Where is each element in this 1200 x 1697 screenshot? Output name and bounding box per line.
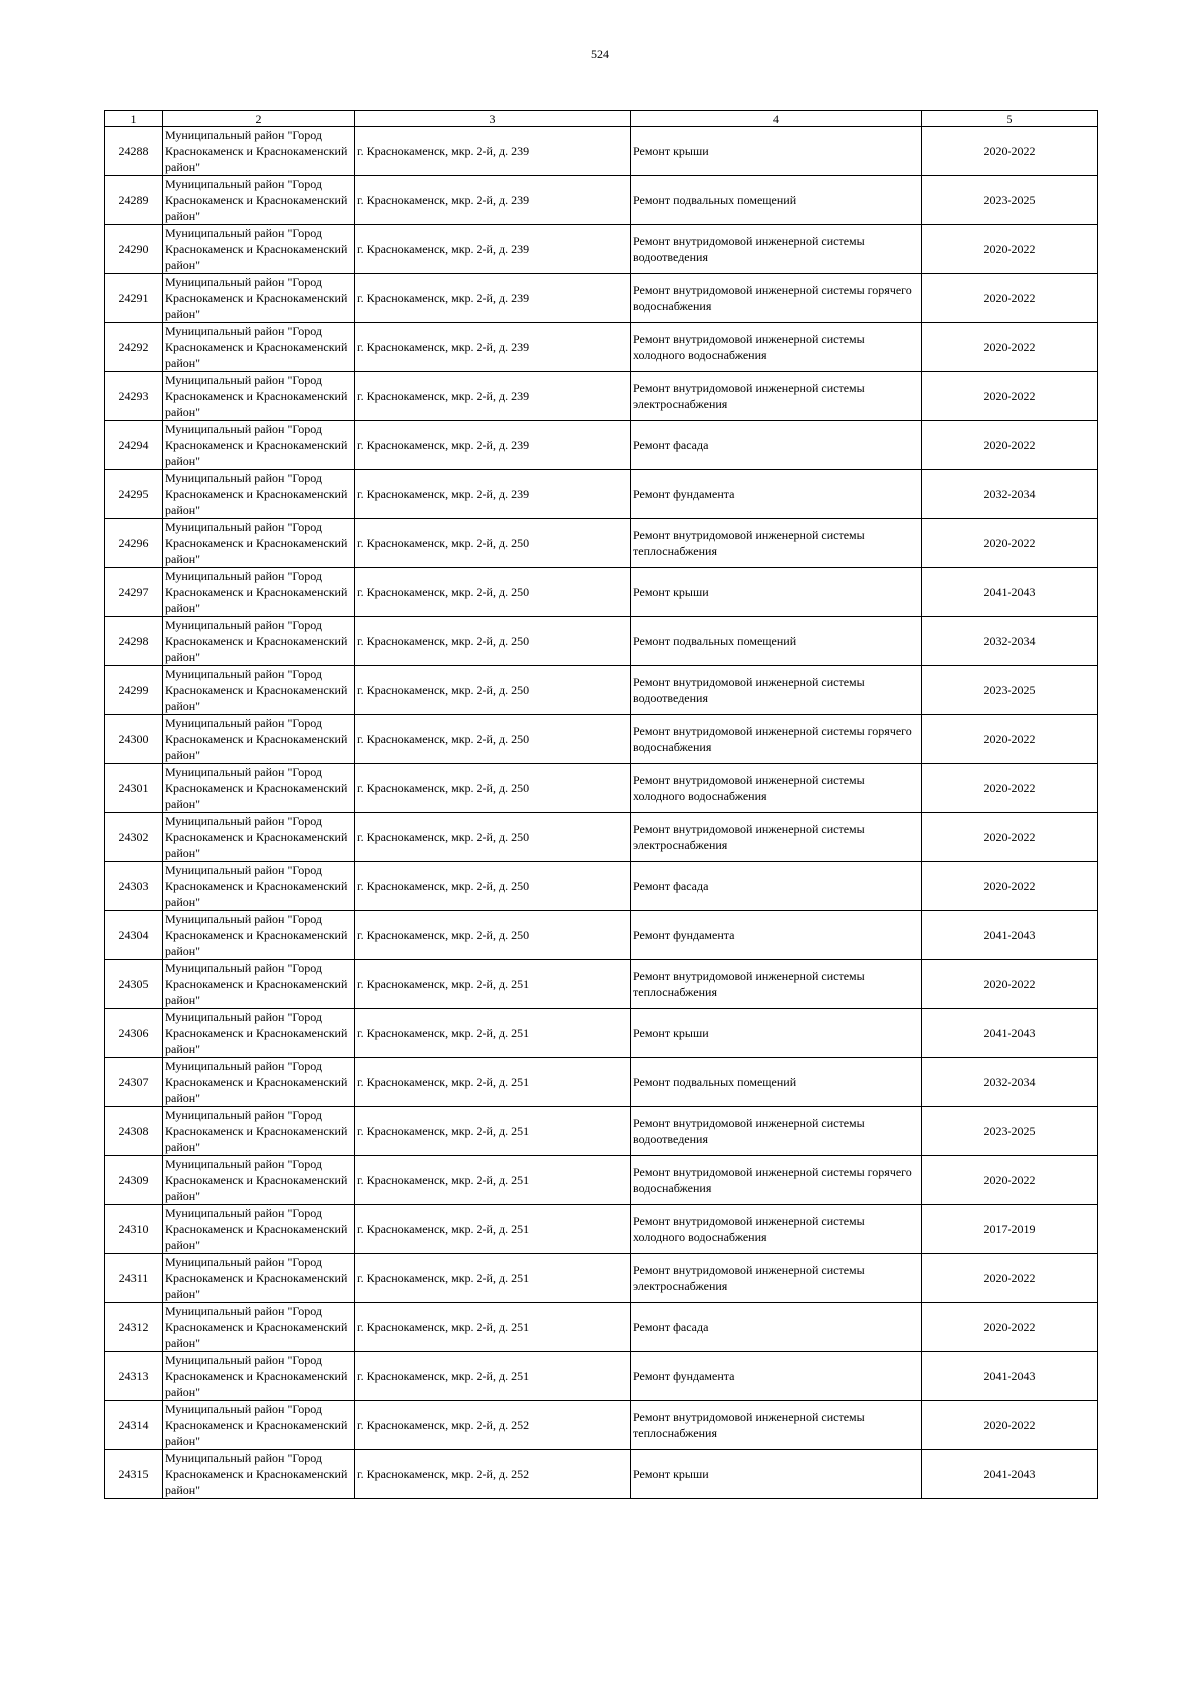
municipality-cell: Муниципальный район "Город Краснокаменск и Краснокаменский район"	[163, 1254, 355, 1303]
table-row	[105, 176, 1098, 225]
address-cell: г. Краснокаменск, мкр. 2-й, д. 251	[355, 1254, 631, 1303]
work-type-cell: Ремонт внутридомовой инженерной системы водоотведения	[631, 1107, 922, 1156]
table-row	[105, 274, 1098, 323]
period-cell: 2041-2043	[922, 911, 1098, 960]
municipality-cell: Муниципальный район "Город Краснокаменск и Краснокаменский район"	[163, 715, 355, 764]
row-number: 24306	[105, 1009, 163, 1058]
table-row	[105, 617, 1098, 666]
row-number: 24315	[105, 1450, 163, 1499]
work-type-cell: Ремонт внутридомовой инженерной системы электроснабжения	[631, 372, 922, 421]
address-cell: г. Краснокаменск, мкр. 2-й, д. 239	[355, 421, 631, 470]
row-number: 24308	[105, 1107, 163, 1156]
work-type-cell: Ремонт внутридомовой инженерной системы теплоснабжения	[631, 519, 922, 568]
row-number: 24309	[105, 1156, 163, 1205]
table-row	[105, 323, 1098, 372]
work-type-cell: Ремонт фундамента	[631, 911, 922, 960]
period-cell: 2032-2034	[922, 617, 1098, 666]
address-cell: г. Краснокаменск, мкр. 2-й, д. 239	[355, 323, 631, 372]
table-row	[105, 1107, 1098, 1156]
row-number: 24310	[105, 1205, 163, 1254]
municipality-cell: Муниципальный район "Город Краснокаменск и Краснокаменский район"	[163, 519, 355, 568]
row-number: 24300	[105, 715, 163, 764]
address-cell: г. Краснокаменск, мкр. 2-й, д. 251	[355, 1009, 631, 1058]
municipality-cell: Муниципальный район "Город Краснокаменск и Краснокаменский район"	[163, 1058, 355, 1107]
period-cell: 2023-2025	[922, 1107, 1098, 1156]
work-type-cell: Ремонт внутридомовой инженерной системы водоотведения	[631, 666, 922, 715]
work-type-cell: Ремонт крыши	[631, 1009, 922, 1058]
column-header: 3	[355, 111, 631, 127]
registry-table	[104, 110, 1098, 1499]
address-cell: г. Краснокаменск, мкр. 2-й, д. 250	[355, 813, 631, 862]
work-type-cell: Ремонт внутридомовой инженерной системы горячего водоснабжения	[631, 274, 922, 323]
period-cell: 2020-2022	[922, 862, 1098, 911]
work-type-cell: Ремонт подвальных помещений	[631, 617, 922, 666]
period-cell: 2020-2022	[922, 764, 1098, 813]
work-type-cell: Ремонт подвальных помещений	[631, 1058, 922, 1107]
municipality-cell: Муниципальный район "Город Краснокаменск и Краснокаменский район"	[163, 470, 355, 519]
address-cell: г. Краснокаменск, мкр. 2-й, д. 250	[355, 764, 631, 813]
period-cell: 2020-2022	[922, 1303, 1098, 1352]
column-header: 4	[631, 111, 922, 127]
row-number: 24302	[105, 813, 163, 862]
period-cell: 2020-2022	[922, 813, 1098, 862]
address-cell: г. Краснокаменск, мкр. 2-й, д. 239	[355, 470, 631, 519]
period-cell: 2020-2022	[922, 715, 1098, 764]
period-cell: 2041-2043	[922, 568, 1098, 617]
table-row	[105, 1352, 1098, 1401]
table-row	[105, 1254, 1098, 1303]
work-type-cell: Ремонт подвальных помещений	[631, 176, 922, 225]
table-row	[105, 421, 1098, 470]
period-cell: 2020-2022	[922, 274, 1098, 323]
municipality-cell: Муниципальный район "Город Краснокаменск и Краснокаменский район"	[163, 1205, 355, 1254]
address-cell: г. Краснокаменск, мкр. 2-й, д. 250	[355, 666, 631, 715]
row-number: 24296	[105, 519, 163, 568]
row-number: 24292	[105, 323, 163, 372]
work-type-cell: Ремонт внутридомовой инженерной системы теплоснабжения	[631, 1401, 922, 1450]
table-row	[105, 1205, 1098, 1254]
address-cell: г. Краснокаменск, мкр. 2-й, д. 239	[355, 127, 631, 176]
header-row	[105, 111, 1098, 127]
address-cell: г. Краснокаменск, мкр. 2-й, д. 252	[355, 1450, 631, 1499]
column-header: 5	[922, 111, 1098, 127]
address-cell: г. Краснокаменск, мкр. 2-й, д. 251	[355, 1156, 631, 1205]
period-cell: 2041-2043	[922, 1352, 1098, 1401]
municipality-cell: Муниципальный район "Город Краснокаменск и Краснокаменский район"	[163, 372, 355, 421]
municipality-cell: Муниципальный район "Город Краснокаменск и Краснокаменский район"	[163, 617, 355, 666]
row-number: 24289	[105, 176, 163, 225]
period-cell: 2017-2019	[922, 1205, 1098, 1254]
row-number: 24294	[105, 421, 163, 470]
municipality-cell: Муниципальный район "Город Краснокаменск и Краснокаменский район"	[163, 813, 355, 862]
municipality-cell: Муниципальный район "Город Краснокаменск и Краснокаменский район"	[163, 764, 355, 813]
address-cell: г. Краснокаменск, мкр. 2-й, д. 250	[355, 568, 631, 617]
row-number: 24290	[105, 225, 163, 274]
work-type-cell: Ремонт внутридомовой инженерной системы холодного водоснабжения	[631, 764, 922, 813]
period-cell: 2041-2043	[922, 1009, 1098, 1058]
address-cell: г. Краснокаменск, мкр. 2-й, д. 251	[355, 1352, 631, 1401]
row-number: 24313	[105, 1352, 163, 1401]
table-row	[105, 225, 1098, 274]
municipality-cell: Муниципальный район "Город Краснокаменск и Краснокаменский район"	[163, 666, 355, 715]
period-cell: 2032-2034	[922, 1058, 1098, 1107]
row-number: 24307	[105, 1058, 163, 1107]
period-cell: 2020-2022	[922, 225, 1098, 274]
address-cell: г. Краснокаменск, мкр. 2-й, д. 250	[355, 617, 631, 666]
row-number: 24291	[105, 274, 163, 323]
work-type-cell: Ремонт фасада	[631, 421, 922, 470]
row-number: 24312	[105, 1303, 163, 1352]
period-cell: 2020-2022	[922, 1254, 1098, 1303]
address-cell: г. Краснокаменск, мкр. 2-й, д. 250	[355, 862, 631, 911]
municipality-cell: Муниципальный район "Город Краснокаменск и Краснокаменский район"	[163, 568, 355, 617]
table-row	[105, 127, 1098, 176]
address-cell: г. Краснокаменск, мкр. 2-й, д. 251	[355, 960, 631, 1009]
row-number: 24305	[105, 960, 163, 1009]
period-cell: 2020-2022	[922, 421, 1098, 470]
address-cell: г. Краснокаменск, мкр. 2-й, д. 239	[355, 274, 631, 323]
period-cell: 2020-2022	[922, 127, 1098, 176]
municipality-cell: Муниципальный район "Город Краснокаменск и Краснокаменский район"	[163, 274, 355, 323]
address-cell: г. Краснокаменск, мкр. 2-й, д. 251	[355, 1303, 631, 1352]
address-cell: г. Краснокаменск, мкр. 2-й, д. 250	[355, 911, 631, 960]
row-number: 24297	[105, 568, 163, 617]
table-body	[105, 127, 1098, 1499]
table-row	[105, 911, 1098, 960]
work-type-cell: Ремонт крыши	[631, 1450, 922, 1499]
period-cell: 2023-2025	[922, 176, 1098, 225]
municipality-cell: Муниципальный район "Город Краснокаменск и Краснокаменский район"	[163, 421, 355, 470]
row-number: 24293	[105, 372, 163, 421]
address-cell: г. Краснокаменск, мкр. 2-й, д. 251	[355, 1205, 631, 1254]
table-row	[105, 862, 1098, 911]
address-cell: г. Краснокаменск, мкр. 2-й, д. 239	[355, 176, 631, 225]
work-type-cell: Ремонт фундамента	[631, 1352, 922, 1401]
table-row	[105, 1401, 1098, 1450]
municipality-cell: Муниципальный район "Город Краснокаменск и Краснокаменский район"	[163, 225, 355, 274]
table-row	[105, 960, 1098, 1009]
address-cell: г. Краснокаменск, мкр. 2-й, д. 252	[355, 1401, 631, 1450]
row-number: 24311	[105, 1254, 163, 1303]
table-row	[105, 1156, 1098, 1205]
table-row	[105, 764, 1098, 813]
period-cell: 2020-2022	[922, 323, 1098, 372]
work-type-cell: Ремонт внутридомовой инженерной системы холодного водоснабжения	[631, 323, 922, 372]
period-cell: 2032-2034	[922, 470, 1098, 519]
table-row	[105, 666, 1098, 715]
work-type-cell: Ремонт фасада	[631, 862, 922, 911]
table-row	[105, 715, 1098, 764]
work-type-cell: Ремонт фундамента	[631, 470, 922, 519]
municipality-cell: Муниципальный район "Город Краснокаменск и Краснокаменский район"	[163, 1303, 355, 1352]
row-number: 24298	[105, 617, 163, 666]
municipality-cell: Муниципальный район "Город Краснокаменск и Краснокаменский район"	[163, 1107, 355, 1156]
page-number: 524	[591, 47, 609, 61]
table-row	[105, 519, 1098, 568]
address-cell: г. Краснокаменск, мкр. 2-й, д. 239	[355, 225, 631, 274]
municipality-cell: Муниципальный район "Город Краснокаменск и Краснокаменский район"	[163, 127, 355, 176]
column-header: 2	[163, 111, 355, 127]
table-row	[105, 813, 1098, 862]
work-type-cell: Ремонт внутридомовой инженерной системы электроснабжения	[631, 813, 922, 862]
work-type-cell: Ремонт внутридомовой инженерной системы теплоснабжения	[631, 960, 922, 1009]
table-row	[105, 1058, 1098, 1107]
municipality-cell: Муниципальный район "Город Краснокаменск и Краснокаменский район"	[163, 323, 355, 372]
work-type-cell: Ремонт внутридомовой инженерной системы водоотведения	[631, 225, 922, 274]
table-row	[105, 1009, 1098, 1058]
table-header	[105, 111, 1098, 127]
work-type-cell: Ремонт внутридомовой инженерной системы горячего водоснабжения	[631, 1156, 922, 1205]
period-cell: 2020-2022	[922, 960, 1098, 1009]
row-number: 24288	[105, 127, 163, 176]
table-row	[105, 372, 1098, 421]
period-cell: 2020-2022	[922, 372, 1098, 421]
municipality-cell: Муниципальный район "Город Краснокаменск и Краснокаменский район"	[163, 1352, 355, 1401]
municipality-cell: Муниципальный район "Город Краснокаменск и Краснокаменский район"	[163, 176, 355, 225]
table-row	[105, 470, 1098, 519]
municipality-cell: Муниципальный район "Город Краснокаменск и Краснокаменский район"	[163, 1009, 355, 1058]
row-number: 24314	[105, 1401, 163, 1450]
municipality-cell: Муниципальный район "Город Краснокаменск и Краснокаменский район"	[163, 1450, 355, 1499]
address-cell: г. Краснокаменск, мкр. 2-й, д. 251	[355, 1058, 631, 1107]
municipality-cell: Муниципальный район "Город Краснокаменск и Краснокаменский район"	[163, 862, 355, 911]
row-number: 24304	[105, 911, 163, 960]
table-row	[105, 1303, 1098, 1352]
work-type-cell: Ремонт фасада	[631, 1303, 922, 1352]
address-cell: г. Краснокаменск, мкр. 2-й, д. 239	[355, 372, 631, 421]
work-type-cell: Ремонт внутридомовой инженерной системы электроснабжения	[631, 1254, 922, 1303]
work-type-cell: Ремонт внутридомовой инженерной системы горячего водоснабжения	[631, 715, 922, 764]
work-type-cell: Ремонт крыши	[631, 568, 922, 617]
row-number: 24301	[105, 764, 163, 813]
period-cell: 2020-2022	[922, 1156, 1098, 1205]
row-number: 24295	[105, 470, 163, 519]
address-cell: г. Краснокаменск, мкр. 2-й, д. 250	[355, 519, 631, 568]
row-number: 24299	[105, 666, 163, 715]
period-cell: 2020-2022	[922, 1401, 1098, 1450]
period-cell: 2023-2025	[922, 666, 1098, 715]
municipality-cell: Муниципальный район "Город Краснокаменск и Краснокаменский район"	[163, 1156, 355, 1205]
address-cell: г. Краснокаменск, мкр. 2-й, д. 251	[355, 1107, 631, 1156]
row-number: 24303	[105, 862, 163, 911]
municipality-cell: Муниципальный район "Город Краснокаменск и Краснокаменский район"	[163, 1401, 355, 1450]
period-cell: 2020-2022	[922, 519, 1098, 568]
work-type-cell: Ремонт крыши	[631, 127, 922, 176]
work-type-cell: Ремонт внутридомовой инженерной системы холодного водоснабжения	[631, 1205, 922, 1254]
period-cell: 2041-2043	[922, 1450, 1098, 1499]
address-cell: г. Краснокаменск, мкр. 2-й, д. 250	[355, 715, 631, 764]
column-header: 1	[105, 111, 163, 127]
municipality-cell: Муниципальный район "Город Краснокаменск и Краснокаменский район"	[163, 960, 355, 1009]
table-row	[105, 568, 1098, 617]
table-row	[105, 1450, 1098, 1499]
municipality-cell: Муниципальный район "Город Краснокаменск и Краснокаменский район"	[163, 911, 355, 960]
